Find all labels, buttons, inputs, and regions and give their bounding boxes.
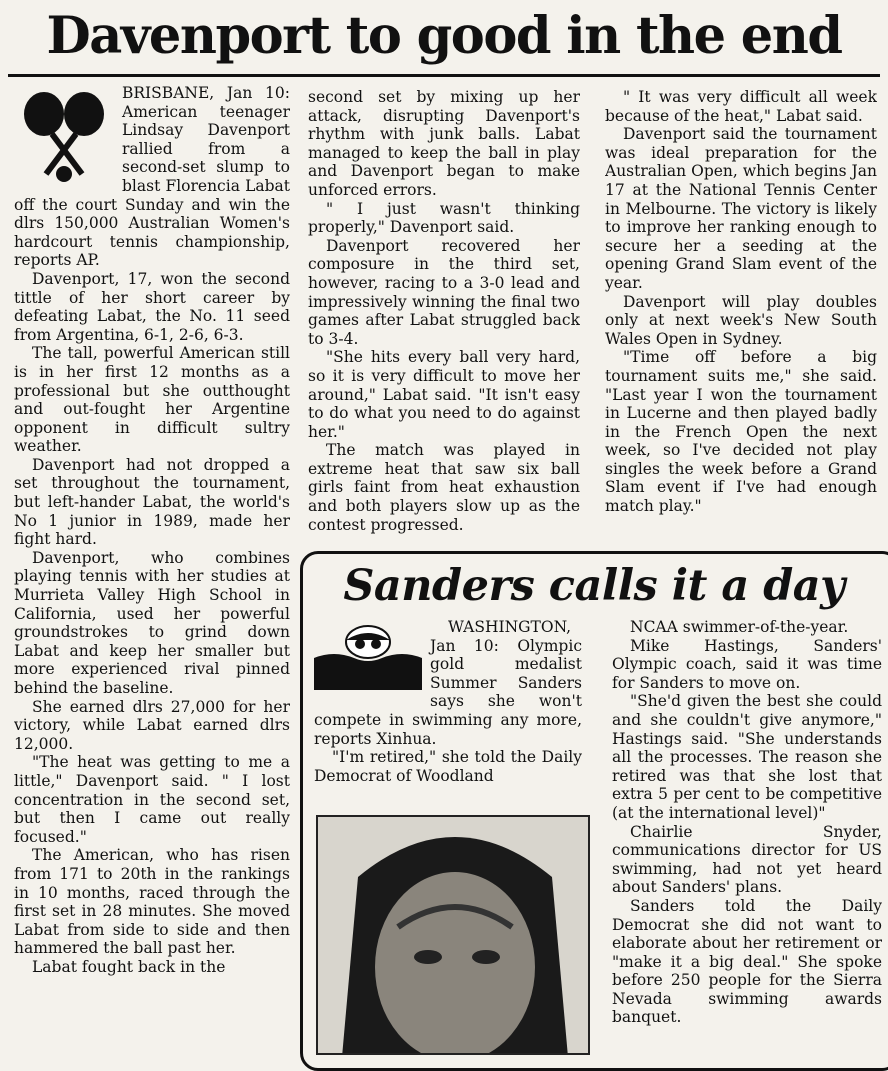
story1-paragraph: "The heat was getting to me a little," Davenport said. " I lost concentration in the second set, but then I came out really focused." <box>14 753 290 846</box>
story2-paragraph: Mike Hastings, Sanders' Olympic coach, said it was time for Sanders to move on. <box>612 636 882 692</box>
headline-rule <box>8 74 880 77</box>
story1-paragraph: "She hits every ball very hard, so it is very difficult to move her around," Labat said. "It isn't easy to do what you need to do against her." <box>308 348 580 441</box>
story1-paragraph: second set by mixing up her attack, disrupting Davenport's rhythm with junk balls. Labat managed to keep the ball in play and Davenport began to make unforced errors. <box>308 88 580 199</box>
story1-paragraph: The American, who has risen from 171 to 20th in the rankings in 10 months, raced through the first set in 28 minutes. She moved Labat from side to side and then hammered the ball past her. <box>14 846 290 958</box>
tennis-rackets-icon <box>14 86 114 186</box>
story2-paragraph: Chairlie Snyder, communications director for US swimming, had not yet heard about Sanders' plans. <box>612 822 882 897</box>
story1-paragraph: " It was very difficult all week because of the heat," Labat said. <box>605 88 877 125</box>
story1-paragraph: Davenport had not dropped a set throughout the tournament, but left-hander Labat, the world's No 1 junior in 1989, made her fight hard. <box>14 455 290 549</box>
story1-paragraph: Davenport said the tournament was ideal preparation for the Australian Open, which begins Jan 17 at the National Tennis Center in Melbourne. The victory is likely to improve her ranking enough to secure her a seeding at the opening Grand Slam event of the year. <box>605 125 877 292</box>
story1-paragraph: BRISBANE, Jan 10: American teenager Lindsay Davenport rallied from a second-set slump to blast Florencia Labat off the court Sunday and win the dlrs 150,000 Australian Women's hardcourt tennis championship, reports AP. <box>14 84 290 270</box>
story1-paragraph: " I just wasn't thinking properly," Davenport said. <box>308 199 580 237</box>
story1-paragraph: She earned dlrs 27,000 for her victory, while Labat earned dlrs 12,000. <box>14 697 290 753</box>
story1-column-2 <box>308 88 580 548</box>
story2-paragraph: Sanders told the Daily Democrat she did not want to elaborate about her retirement or "make it a big deal." She spoke before 250 people for the Sierra Nevada swimming awards banquet. <box>612 896 882 1027</box>
story1-column-1 <box>14 84 290 1042</box>
story1-paragraph: The match was played in extreme heat that saw six ball girls faint from heat exhaustion and both players slow up as the contest progressed. <box>308 441 580 534</box>
story1-headline: Davenport to good in the end <box>46 6 842 66</box>
story2-column-2 <box>612 618 882 1045</box>
story1-column-3 <box>605 88 877 548</box>
story1-paragraph: The tall, powerful American still is in her first 12 months as a professional but she outthought and out-fought her Argentine opponent in difficult sultry weather. <box>14 344 290 456</box>
story2-paragraph: "I'm retired," she told the Daily Democrat of Woodland <box>314 748 582 785</box>
story1-paragraph: Labat fought back in the <box>32 957 226 976</box>
story2-paragraph: WASHINGTON, Jan 10: Olympic gold medalist Summer Sanders says she won't compete in swimming any more, reports Xinhua. <box>314 618 582 748</box>
portrait-image <box>318 817 590 1055</box>
story1-paragraph: "Time off before a big tournament suits me," she said. "Last year I won the tournament in Lucerne and then played badly in the French Open the next week, so I've decided not play singles the week before a Grand Slam event if I've had enough match play." <box>605 348 877 516</box>
story1-paragraph: Davenport recovered her composure in the third set, however, racing to a 3-0 lead and impressively winning the final two games after Labat struggled back to 3-4. <box>308 236 580 348</box>
swimmer-icon <box>314 620 422 690</box>
story2-column-1 <box>314 618 582 818</box>
portrait-photo <box>316 815 590 1055</box>
story1-paragraph: Davenport will play doubles only at next week's New South Wales Open in Sydney. <box>605 292 877 348</box>
story2-headline: Sanders calls it a day <box>343 561 845 611</box>
story1-paragraph: Davenport, 17, won the second tittle of her short career by defeating Labat, the No. 11 seed from Argentina, 6-1, 2-6, 6-3. <box>14 269 290 344</box>
story2-paragraph: "She'd given the best she could and she couldn't give anymore," Hastings said. "She understands all the processes. The reason she retired was that she lost that extra 5 per cent to be competitive (at the international level)" <box>612 692 882 822</box>
story2-paragraph: NCAA swimmer-of-the-year. <box>630 618 849 636</box>
story1-paragraph: Davenport, who combines playing tennis with her studies at Murrieta Valley High School in California, used her powerful groundstrokes to grind down Labat and keep her smaller but more experienced rival pinned behind the baseline. <box>14 548 290 697</box>
